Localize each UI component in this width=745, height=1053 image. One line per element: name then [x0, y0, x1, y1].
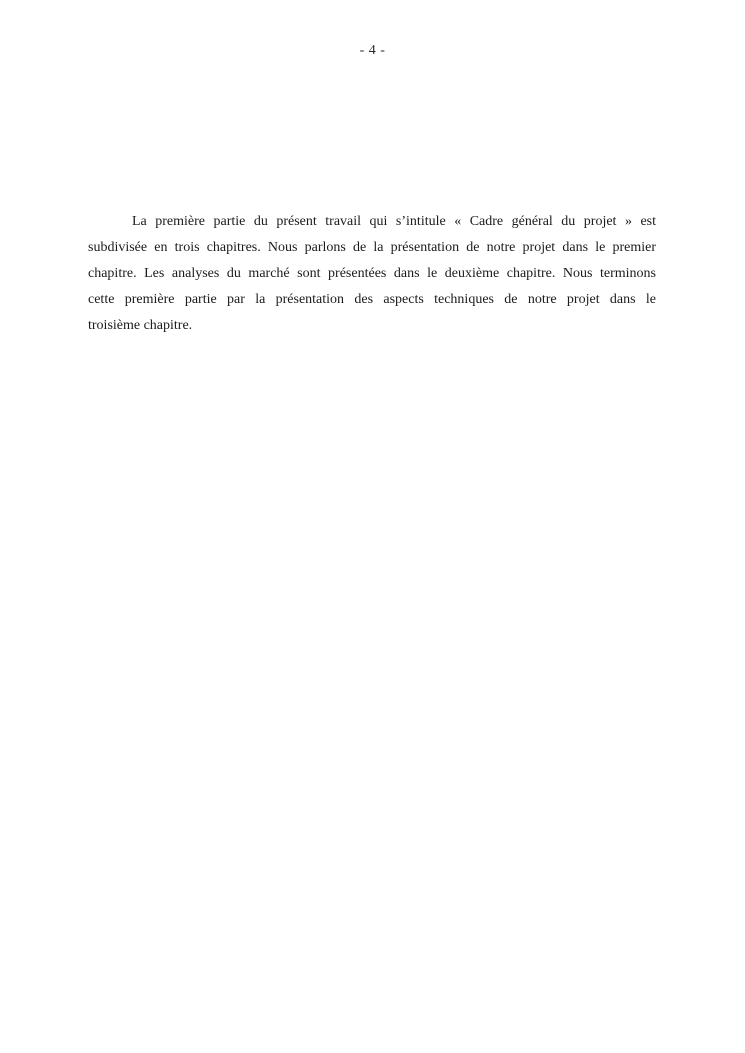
body-paragraph — [88, 209, 656, 339]
paragraph-line: La première partie du présent travail qui s’intitule « Cadre général du projet » est — [132, 214, 656, 229]
paragraph-line: subdivisée en trois chapitres. Nous parlons de la présentation de notre projet dans le premier — [88, 240, 656, 255]
page-number: - 4 - — [359, 43, 386, 58]
paragraph-line: cette première partie par la présentation des aspects techniques de notre projet dans le — [88, 292, 656, 307]
paragraph-line: troisième chapitre. — [88, 318, 193, 333]
paragraph-line: chapitre. Les analyses du marché sont présentées dans le deuxième chapitre. Nous terminons — [88, 266, 656, 281]
